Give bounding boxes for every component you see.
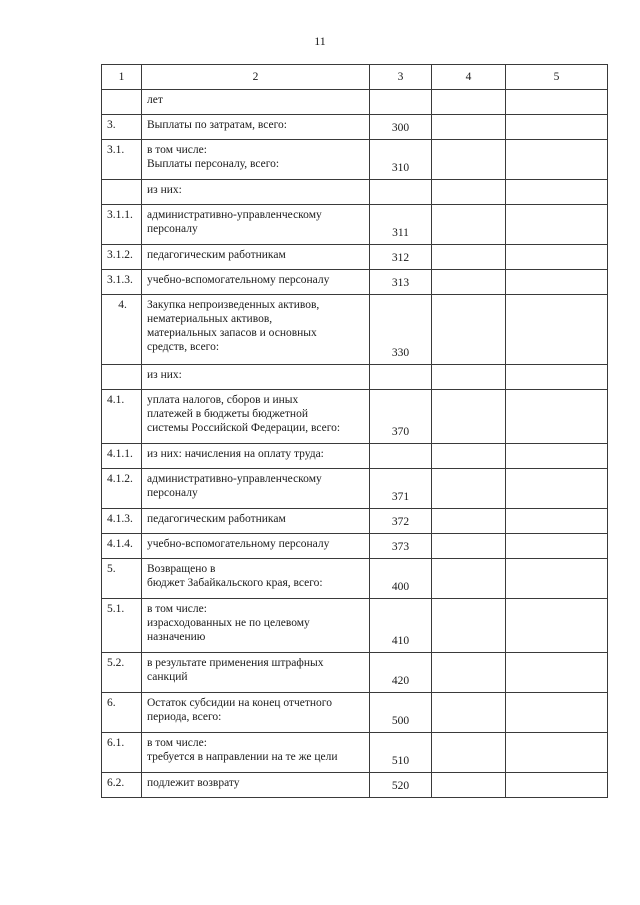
header-cell-col3: 3 (370, 65, 432, 90)
row-name-cell: из них: (142, 180, 370, 205)
row-code-cell: 500 (370, 693, 432, 733)
row-value-cell-col4 (432, 270, 506, 295)
header-cell-col4: 4 (432, 65, 506, 90)
row-name-cell: в том числе: Выплаты персоналу, всего: (142, 140, 370, 180)
row-number-cell: 3.1.2. (102, 245, 142, 270)
row-number-cell: 4.1. (102, 390, 142, 444)
table-row (102, 653, 608, 693)
row-code-cell: 371 (370, 469, 432, 509)
row-number-cell: 3.1. (102, 140, 142, 180)
row-name-cell: административно-управленческому персоналу (142, 205, 370, 245)
row-name-cell: учебно-вспомогательному персоналу (142, 534, 370, 559)
table-row (102, 140, 608, 180)
page-number: 11 (314, 34, 326, 48)
row-value-cell-col5 (506, 559, 608, 599)
table-row (102, 270, 608, 295)
table-row (102, 469, 608, 509)
row-value-cell-col5 (506, 245, 608, 270)
row-value-cell-col4 (432, 205, 506, 245)
row-value-cell-col4 (432, 390, 506, 444)
row-value-cell-col5 (506, 90, 608, 115)
row-code-cell (370, 365, 432, 390)
row-value-cell-col4 (432, 365, 506, 390)
table-row (102, 180, 608, 205)
row-value-cell-col5 (506, 733, 608, 773)
table-row (102, 115, 608, 140)
row-number-cell: 4. (102, 295, 142, 365)
row-code-cell: 400 (370, 559, 432, 599)
row-value-cell-col5 (506, 693, 608, 733)
row-number-cell (102, 90, 142, 115)
row-code-cell (370, 90, 432, 115)
row-value-cell-col4 (432, 140, 506, 180)
table-row (102, 205, 608, 245)
row-value-cell-col4 (432, 180, 506, 205)
row-code-cell: 420 (370, 653, 432, 693)
report-table (101, 64, 608, 798)
row-name-cell: педагогическим работникам (142, 245, 370, 270)
row-number-cell: 4.1.4. (102, 534, 142, 559)
table-row (102, 559, 608, 599)
row-value-cell-col5 (506, 444, 608, 469)
row-value-cell-col5 (506, 773, 608, 798)
row-value-cell-col5 (506, 469, 608, 509)
row-code-cell: 372 (370, 509, 432, 534)
row-value-cell-col4 (432, 693, 506, 733)
row-code-cell: 510 (370, 733, 432, 773)
header-cell-col5: 5 (506, 65, 608, 90)
row-value-cell-col4 (432, 773, 506, 798)
row-code-cell (370, 180, 432, 205)
row-value-cell-col4 (432, 509, 506, 534)
row-value-cell-col5 (506, 270, 608, 295)
table-row (102, 365, 608, 390)
row-code-cell: 310 (370, 140, 432, 180)
row-value-cell-col4 (432, 245, 506, 270)
table-row (102, 295, 608, 365)
row-name-cell: Закупка непроизведенных активов, нематериальных активов, материальных запасов и основных средств, всего: (142, 295, 370, 365)
row-name-cell: уплата налогов, сборов и иных платежей в бюджеты бюджетной системы Российской Федерации, всего: (142, 390, 370, 444)
row-name-cell: Выплаты по затратам, всего: (142, 115, 370, 140)
row-code-cell: 313 (370, 270, 432, 295)
row-number-cell: 4.1.3. (102, 509, 142, 534)
row-name-cell: в том числе: требуется в направлении на те же цели (142, 733, 370, 773)
row-value-cell-col4 (432, 90, 506, 115)
table-row (102, 599, 608, 653)
row-value-cell-col5 (506, 390, 608, 444)
row-value-cell-col5 (506, 205, 608, 245)
row-name-cell: учебно-вспомогательному персоналу (142, 270, 370, 295)
table-row (102, 390, 608, 444)
row-number-cell (102, 365, 142, 390)
row-code-cell: 300 (370, 115, 432, 140)
row-value-cell-col5 (506, 180, 608, 205)
row-number-cell: 6.1. (102, 733, 142, 773)
row-number-cell: 4.1.2. (102, 469, 142, 509)
row-value-cell-col4 (432, 733, 506, 773)
report-table-body (102, 65, 608, 798)
row-value-cell-col4 (432, 295, 506, 365)
table-row (102, 773, 608, 798)
row-code-cell: 330 (370, 295, 432, 365)
row-value-cell-col5 (506, 653, 608, 693)
row-value-cell-col5 (506, 534, 608, 559)
row-code-cell: 312 (370, 245, 432, 270)
row-number-cell: 5.2. (102, 653, 142, 693)
table-header-row (102, 65, 608, 90)
row-number-cell: 6. (102, 693, 142, 733)
row-value-cell-col5 (506, 295, 608, 365)
row-value-cell-col4 (432, 559, 506, 599)
row-number-cell (102, 180, 142, 205)
table-row (102, 693, 608, 733)
row-name-cell: лет (142, 90, 370, 115)
row-name-cell: Возвращено в бюджет Забайкальского края, всего: (142, 559, 370, 599)
row-value-cell-col4 (432, 653, 506, 693)
row-value-cell-col5 (506, 365, 608, 390)
row-name-cell: из них: начисления на оплату труда: (142, 444, 370, 469)
row-number-cell: 5. (102, 559, 142, 599)
row-number-cell: 3.1.3. (102, 270, 142, 295)
table-row (102, 534, 608, 559)
table-row (102, 509, 608, 534)
row-value-cell-col4 (432, 469, 506, 509)
header-cell-col2: 2 (142, 65, 370, 90)
row-name-cell: административно-управленческому персоналу (142, 469, 370, 509)
table-row (102, 245, 608, 270)
row-code-cell: 373 (370, 534, 432, 559)
row-name-cell: в том числе: израсходованных не по целевому назначению (142, 599, 370, 653)
row-code-cell (370, 444, 432, 469)
row-name-cell: подлежит возврату (142, 773, 370, 798)
row-number-cell: 5.1. (102, 599, 142, 653)
row-code-cell: 370 (370, 390, 432, 444)
row-number-cell: 3. (102, 115, 142, 140)
row-value-cell-col5 (506, 140, 608, 180)
table-row (102, 733, 608, 773)
row-number-cell: 4.1.1. (102, 444, 142, 469)
row-number-cell: 3.1.1. (102, 205, 142, 245)
row-name-cell: Остаток субсидии на конец отчетного периода, всего: (142, 693, 370, 733)
row-code-cell: 520 (370, 773, 432, 798)
row-name-cell: педагогическим работникам (142, 509, 370, 534)
row-value-cell-col5 (506, 599, 608, 653)
header-cell-col1: 1 (102, 65, 142, 90)
row-value-cell-col4 (432, 444, 506, 469)
row-name-cell: в результате применения штрафных санкций (142, 653, 370, 693)
table-row (102, 90, 608, 115)
row-value-cell-col5 (506, 115, 608, 140)
row-value-cell-col4 (432, 115, 506, 140)
row-value-cell-col5 (506, 509, 608, 534)
row-code-cell: 410 (370, 599, 432, 653)
row-name-cell: из них: (142, 365, 370, 390)
table-row (102, 444, 608, 469)
row-code-cell: 311 (370, 205, 432, 245)
row-value-cell-col4 (432, 534, 506, 559)
row-value-cell-col4 (432, 599, 506, 653)
row-number-cell: 6.2. (102, 773, 142, 798)
